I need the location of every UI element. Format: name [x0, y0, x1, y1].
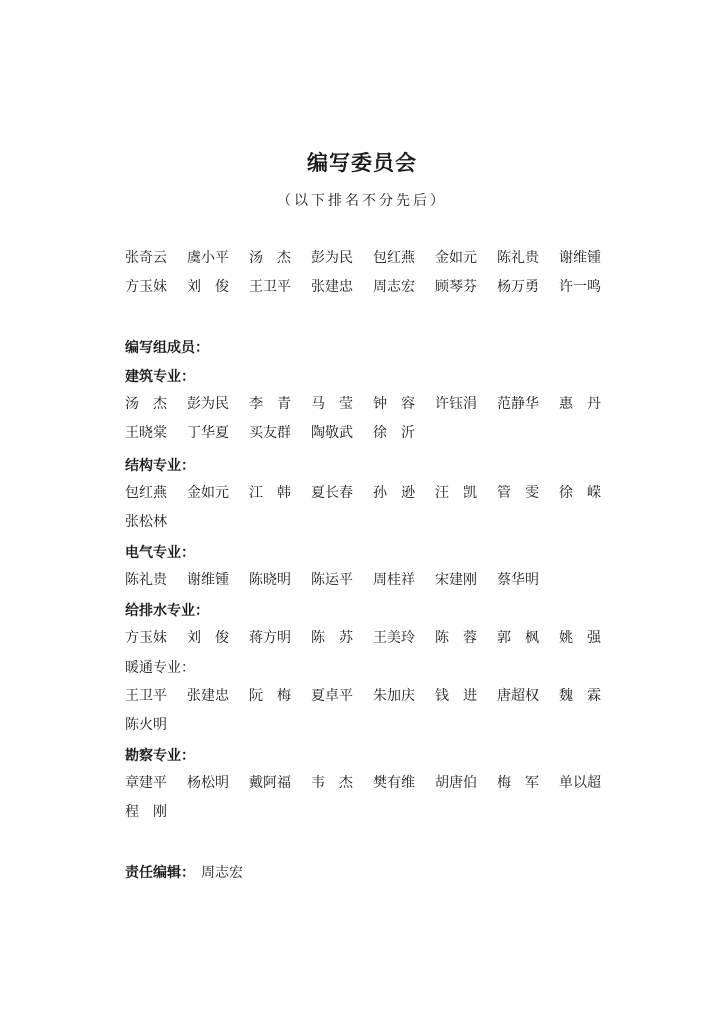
name-row: [125, 767, 615, 797]
name-row: [125, 797, 615, 827]
person-name: 钱 进: [435, 687, 477, 704]
name-row: [125, 622, 615, 652]
person-name: 陈晓明: [249, 571, 291, 588]
person-name: 唐超权: [497, 687, 539, 704]
person-name: 单以超: [559, 774, 601, 791]
name-row: [125, 564, 615, 594]
person-name: 徐 嵘: [559, 484, 601, 501]
person-name: 蒋方明: [249, 629, 291, 646]
name-row: [125, 710, 615, 740]
person-name: 郭 枫: [497, 629, 539, 646]
name-row: [125, 242, 615, 272]
name-row: [125, 507, 615, 537]
person-name: 汪 凯: [435, 484, 477, 501]
person-name: 张松林: [125, 514, 167, 531]
person-name: 姚 强: [559, 629, 601, 646]
person-name: 韦 杰: [311, 774, 353, 791]
person-name: 汤 杰: [249, 249, 291, 266]
person-name: 包红燕: [125, 484, 167, 501]
editor-name: 周志宏: [201, 865, 243, 881]
person-name: 孙 逊: [373, 484, 415, 501]
survey-names: [125, 767, 615, 826]
person-name: 王晓棠: [125, 425, 167, 442]
person-name: 宋建刚: [435, 571, 477, 588]
responsible-editor: [125, 862, 243, 882]
section-label-structure: 结构专业：: [125, 458, 195, 474]
person-name: 陈运平: [311, 571, 353, 588]
name-row: [125, 272, 615, 302]
person-name: 刘 俊: [187, 629, 229, 646]
page-title: 编写委员会: [307, 150, 417, 175]
person-name: 惠 丹: [559, 395, 601, 412]
editor-label: 责任编辑：: [125, 865, 195, 881]
person-name: 程 刚: [125, 804, 167, 821]
person-name: 夏卓平: [311, 687, 353, 704]
architecture-names: [125, 388, 615, 447]
person-name: 王美玲: [373, 629, 415, 646]
person-name: 方玉妹: [125, 629, 167, 646]
person-name: 彭为民: [311, 249, 353, 266]
name-row: [125, 680, 615, 710]
person-name: 蔡华明: [497, 571, 539, 588]
hvac-names: [125, 680, 615, 739]
person-name: 章建平: [125, 774, 167, 791]
person-name: 谢维锺: [559, 249, 601, 266]
person-name: 魏 霖: [559, 687, 601, 704]
name-row: [125, 388, 615, 418]
person-name: 李 青: [249, 395, 291, 412]
page-subtitle: （以下排名不分先后）: [277, 193, 447, 209]
committee-names: [125, 242, 615, 301]
person-name: 张建忠: [311, 279, 353, 296]
person-name: 汤 杰: [125, 395, 167, 412]
person-name: 樊有维: [373, 774, 415, 791]
section-label-survey: 勘察专业：: [125, 748, 195, 764]
electrical-names: [125, 564, 615, 594]
person-name: 王卫平: [249, 279, 291, 296]
section-label-electrical: 电气专业：: [125, 545, 195, 561]
person-name: 金如元: [187, 484, 229, 501]
section-label-architecture: 建筑专业：: [125, 369, 195, 385]
person-name: 买友群: [249, 425, 291, 442]
writing-group-label: 编写组成员：: [125, 340, 209, 356]
person-name: 许一鸣: [559, 279, 601, 296]
person-name: 刘 俊: [187, 279, 229, 296]
person-name: 张奇云: [125, 249, 167, 266]
person-name: 胡唐伯: [435, 774, 477, 791]
plumbing-names: [125, 622, 615, 652]
person-name: 包红燕: [373, 249, 415, 266]
section-label-plumbing: 给排水专业：: [125, 603, 209, 619]
person-name: 陈礼贵: [125, 571, 167, 588]
person-name: 陈火明: [125, 717, 167, 734]
person-name: 朱加庆: [373, 687, 415, 704]
person-name: 顾琴芬: [435, 279, 477, 296]
person-name: 杨松明: [187, 774, 229, 791]
person-name: 陈 蓉: [435, 629, 477, 646]
person-name: 丁华夏: [187, 425, 229, 442]
person-name: 虞小平: [187, 249, 229, 266]
section-label-hvac: 暖通专业：: [125, 660, 195, 676]
person-name: 许钰涓: [435, 395, 477, 412]
person-name: 谢维锺: [187, 571, 229, 588]
name-row: [125, 477, 615, 507]
person-name: 张建忠: [187, 687, 229, 704]
person-name: 徐 沂: [373, 425, 415, 442]
person-name: 陶敬武: [311, 425, 353, 442]
person-name: 周志宏: [373, 279, 415, 296]
person-name: 杨万勇: [497, 279, 539, 296]
person-name: 管 雯: [497, 484, 539, 501]
person-name: 江 韩: [249, 484, 291, 501]
person-name: 梅 军: [497, 774, 539, 791]
person-name: 陈礼贵: [497, 249, 539, 266]
person-name: 金如元: [435, 249, 477, 266]
person-name: 范静华: [497, 395, 539, 412]
person-name: 周桂祥: [373, 571, 415, 588]
person-name: 钟 容: [373, 395, 415, 412]
person-name: 马 莹: [311, 395, 353, 412]
person-name: 戴阿福: [249, 774, 291, 791]
name-row: [125, 418, 615, 448]
person-name: 王卫平: [125, 687, 167, 704]
person-name: 方玉妹: [125, 279, 167, 296]
structure-names: [125, 477, 615, 536]
person-name: 阮 梅: [249, 687, 291, 704]
person-name: 彭为民: [187, 395, 229, 412]
person-name: 夏长春: [311, 484, 353, 501]
person-name: 陈 苏: [311, 629, 353, 646]
